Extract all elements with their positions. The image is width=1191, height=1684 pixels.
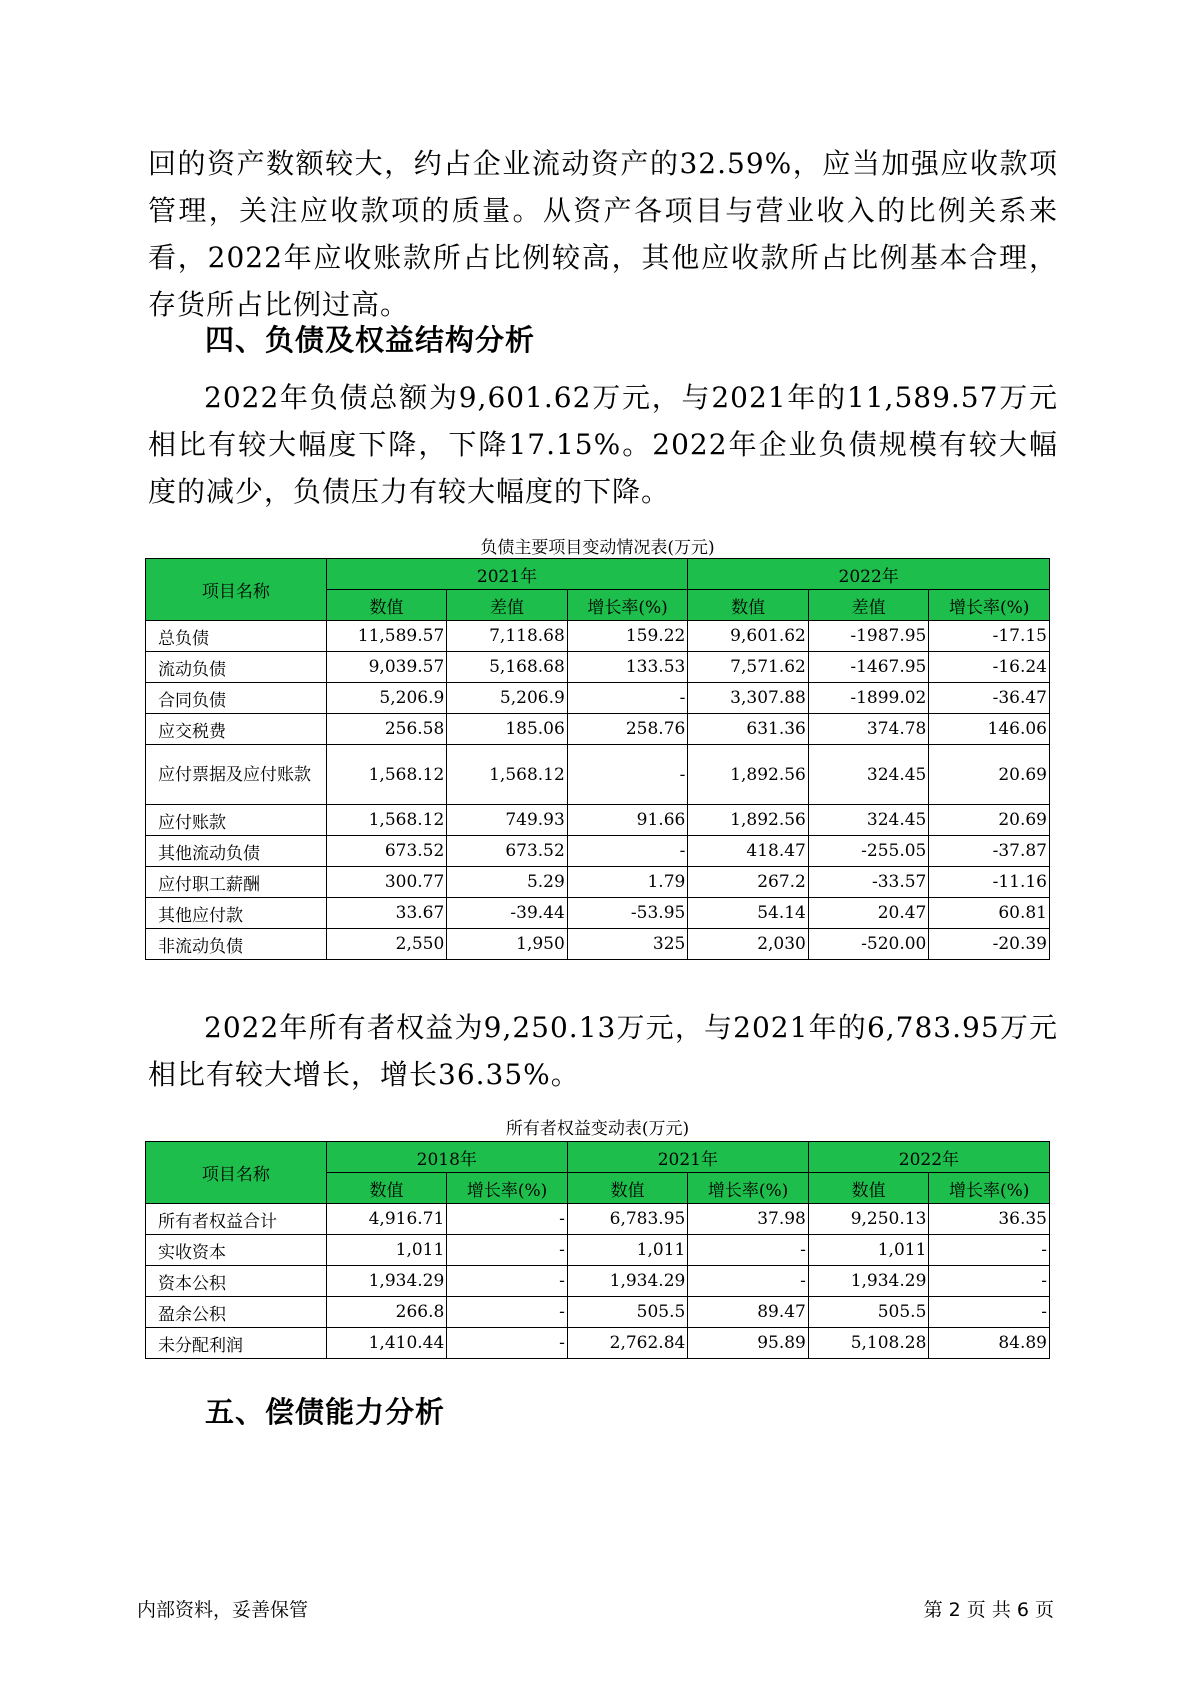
cell-value: 95.89: [688, 1328, 809, 1359]
cell-value: -33.57: [808, 867, 929, 898]
cell-value: -: [447, 1235, 568, 1266]
row-label: 所有者权益合计: [146, 1204, 327, 1235]
cell-value: 1.79: [567, 867, 688, 898]
liability-table: [145, 558, 1050, 960]
cell-value: 146.06: [929, 714, 1050, 745]
equity-table-caption: 所有者权益变动表(万元): [505, 1119, 690, 1139]
cell-value: 84.89: [929, 1328, 1050, 1359]
cell-value: 1,892.56: [688, 745, 809, 805]
cell-value: 505.5: [808, 1297, 929, 1328]
cell-value: 266.8: [326, 1297, 447, 1328]
sub-header: 增长率(%): [447, 1173, 568, 1204]
cell-value: 1,934.29: [808, 1266, 929, 1297]
cell-value: -1899.02: [808, 683, 929, 714]
liability-table-caption: 负债主要项目变动情况表(万元): [480, 538, 715, 558]
cell-value: 1,011: [808, 1235, 929, 1266]
cell-value: -: [929, 1266, 1050, 1297]
cell-value: 5.29: [447, 867, 568, 898]
cell-value: 33.67: [326, 898, 447, 929]
cell-value: 3,307.88: [688, 683, 809, 714]
row-label: 总负债: [146, 621, 327, 652]
cell-value: -37.87: [929, 836, 1050, 867]
cell-value: 5,108.28: [808, 1328, 929, 1359]
table-row: [146, 683, 1050, 714]
cell-value: -: [447, 1328, 568, 1359]
footer-confidential: 内部资料，妥善保管: [137, 1599, 309, 1621]
sub-header: 差值: [808, 590, 929, 621]
cell-value: 749.93: [447, 805, 568, 836]
table-row: [146, 714, 1050, 745]
cell-value: -: [688, 1266, 809, 1297]
header-item-name: 项目名称: [146, 559, 327, 621]
sub-header: 差值: [447, 590, 568, 621]
cell-value: -: [567, 683, 688, 714]
cell-value: -1467.95: [808, 652, 929, 683]
cell-value: -520.00: [808, 929, 929, 960]
cell-value: 7,571.62: [688, 652, 809, 683]
header-item-name: 项目名称: [146, 1142, 327, 1204]
equity-table-header-row-1: [146, 1142, 1050, 1173]
cell-value: 7,118.68: [447, 621, 568, 652]
table-row: [146, 898, 1050, 929]
liability-table-header-row-1: [146, 559, 1050, 590]
cell-value: -: [447, 1204, 568, 1235]
table-row: [146, 1235, 1050, 1266]
sub-header: 增长率(%): [929, 1173, 1050, 1204]
row-label: 实收资本: [146, 1235, 327, 1266]
equity-table-body: [146, 1204, 1050, 1359]
row-label: 非流动负债: [146, 929, 327, 960]
cell-value: -: [567, 745, 688, 805]
cell-value: -39.44: [447, 898, 568, 929]
cell-value: 673.52: [447, 836, 568, 867]
cell-value: 36.35: [929, 1204, 1050, 1235]
row-label: 应交税费: [146, 714, 327, 745]
cell-value: -53.95: [567, 898, 688, 929]
cell-value: 418.47: [688, 836, 809, 867]
row-label: 未分配利润: [146, 1328, 327, 1359]
cell-value: 1,934.29: [567, 1266, 688, 1297]
cell-value: 9,250.13: [808, 1204, 929, 1235]
cell-value: 631.36: [688, 714, 809, 745]
cell-value: 1,410.44: [326, 1328, 447, 1359]
cell-value: 1,934.29: [326, 1266, 447, 1297]
header-year-2022: 2022年: [688, 559, 1050, 590]
cell-value: -: [688, 1235, 809, 1266]
table-row: [146, 1328, 1050, 1359]
cell-value: 159.22: [567, 621, 688, 652]
cell-value: 5,168.68: [447, 652, 568, 683]
cell-value: -11.16: [929, 867, 1050, 898]
table-row: [146, 652, 1050, 683]
cell-value: -: [447, 1266, 568, 1297]
cell-value: 673.52: [326, 836, 447, 867]
table-row: [146, 836, 1050, 867]
footer-page-number: 第 2 页 共 6 页: [923, 1599, 1054, 1621]
cell-value: 505.5: [567, 1297, 688, 1328]
cell-value: 1,568.12: [447, 745, 568, 805]
cell-value: 185.06: [447, 714, 568, 745]
cell-value: 300.77: [326, 867, 447, 898]
liability-paragraph: 2022年负债总额为9,601.62万元，与2021年的11,589.57万元相比有较大幅度下降，下降17.15%。2022年企业负债规模有较大幅度的减少，负债压力有较大幅度的下降。: [148, 381, 1058, 508]
table-row: [146, 867, 1050, 898]
header-year-2022: 2022年: [808, 1142, 1049, 1173]
cell-value: 37.98: [688, 1204, 809, 1235]
cell-value: 1,011: [567, 1235, 688, 1266]
sub-header: 数值: [326, 1173, 447, 1204]
cell-value: 9,039.57: [326, 652, 447, 683]
cell-value: 54.14: [688, 898, 809, 929]
cell-value: -20.39: [929, 929, 1050, 960]
table-row: [146, 1297, 1050, 1328]
cell-value: 2,550: [326, 929, 447, 960]
cell-value: 325: [567, 929, 688, 960]
cell-value: 20.69: [929, 805, 1050, 836]
cell-value: 374.78: [808, 714, 929, 745]
table-row: [146, 1266, 1050, 1297]
table-row: [146, 1204, 1050, 1235]
equity-paragraph: 2022年所有者权益为9,250.13万元，与2021年的6,783.95万元相比有较大增长，增长36.35%。: [148, 1011, 1058, 1091]
cell-value: 1,892.56: [688, 805, 809, 836]
cell-value: 1,950: [447, 929, 568, 960]
row-label: 资本公积: [146, 1266, 327, 1297]
cell-value: -17.15: [929, 621, 1050, 652]
cell-value: 1,011: [326, 1235, 447, 1266]
sub-header: 增长率(%): [688, 1173, 809, 1204]
header-year-2018: 2018年: [326, 1142, 567, 1173]
cell-value: 1,568.12: [326, 805, 447, 836]
cell-value: 4,916.71: [326, 1204, 447, 1235]
sub-header: 数值: [567, 1173, 688, 1204]
cell-value: 5,206.9: [326, 683, 447, 714]
sub-header: 数值: [688, 590, 809, 621]
cell-value: 324.45: [808, 805, 929, 836]
cell-value: 324.45: [808, 745, 929, 805]
row-label: 合同负债: [146, 683, 327, 714]
equity-table: [145, 1141, 1050, 1359]
cell-value: 2,762.84: [567, 1328, 688, 1359]
header-year-2021: 2021年: [326, 559, 688, 590]
table-row: [146, 929, 1050, 960]
table-row: [146, 745, 1050, 805]
cell-value: 11,589.57: [326, 621, 447, 652]
cell-value: 5,206.9: [447, 683, 568, 714]
cell-value: 9,601.62: [688, 621, 809, 652]
cell-value: 20.69: [929, 745, 1050, 805]
sub-header: 数值: [808, 1173, 929, 1204]
cell-value: -: [929, 1235, 1050, 1266]
cell-value: -1987.95: [808, 621, 929, 652]
cell-value: 6,783.95: [567, 1204, 688, 1235]
cell-value: -: [447, 1297, 568, 1328]
section-4-heading: 四、负债及权益结构分析: [205, 323, 536, 357]
section-5-heading: 五、偿债能力分析: [205, 1395, 446, 1429]
row-label: 应付票据及应付账款: [146, 745, 327, 805]
cell-value: 133.53: [567, 652, 688, 683]
row-label: 其他流动负债: [146, 836, 327, 867]
cell-value: 1,568.12: [326, 745, 447, 805]
cell-value: 91.66: [567, 805, 688, 836]
row-label: 流动负债: [146, 652, 327, 683]
cell-value: 256.58: [326, 714, 447, 745]
cell-value: 267.2: [688, 867, 809, 898]
cell-value: 258.76: [567, 714, 688, 745]
header-year-2021: 2021年: [567, 1142, 808, 1173]
sub-header: 增长率(%): [929, 590, 1050, 621]
liability-table-body: [146, 621, 1050, 960]
row-label: 盈余公积: [146, 1297, 327, 1328]
row-label: 应付账款: [146, 805, 327, 836]
cell-value: 60.81: [929, 898, 1050, 929]
table-row: [146, 805, 1050, 836]
sub-header: 数值: [326, 590, 447, 621]
cell-value: -16.24: [929, 652, 1050, 683]
cell-value: -: [567, 836, 688, 867]
cell-value: -36.47: [929, 683, 1050, 714]
cell-value: 89.47: [688, 1297, 809, 1328]
cell-value: 2,030: [688, 929, 809, 960]
intro-paragraph: 回的资产数额较大，约占企业流动资产的32.59%，应当加强应收款项管理，关注应收款项的质量。从资产各项目与营业收入的比例关系来看，2022年应收账款所占比例较高，其他应收款所占比例基本合理，存货所占比例过高。: [148, 147, 1058, 321]
table-row: [146, 621, 1050, 652]
cell-value: -: [929, 1297, 1050, 1328]
row-label: 其他应付款: [146, 898, 327, 929]
cell-value: 20.47: [808, 898, 929, 929]
row-label: 应付职工薪酬: [146, 867, 327, 898]
cell-value: -255.05: [808, 836, 929, 867]
sub-header: 增长率(%): [567, 590, 688, 621]
